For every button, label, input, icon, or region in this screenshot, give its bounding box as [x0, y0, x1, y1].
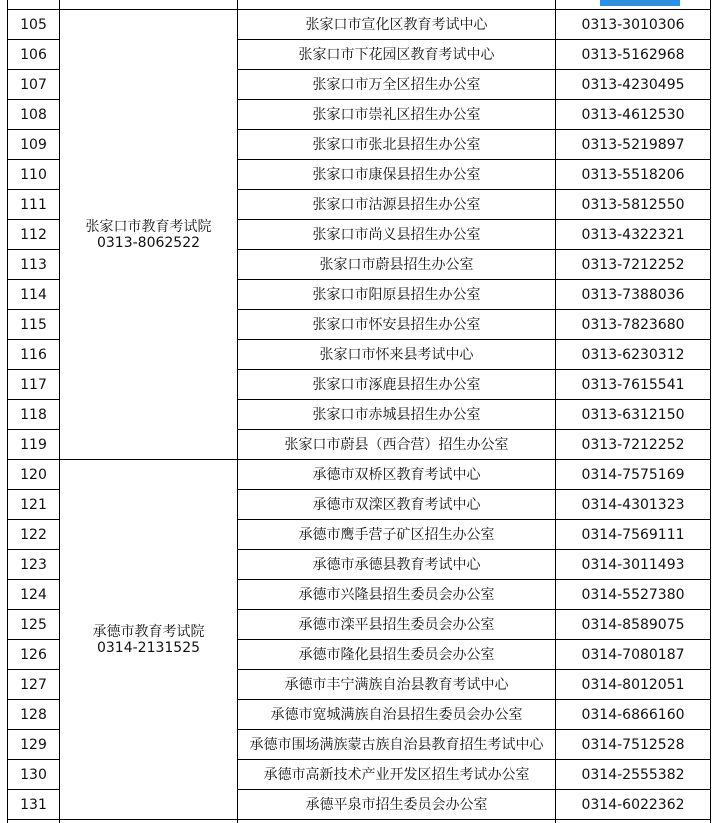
office-cell — [238, 820, 556, 823]
office-cell: 承德市双滦区教育考试中心 — [238, 490, 556, 520]
office-cell: 承德市双桥区教育考试中心 — [238, 460, 556, 490]
row-number-cell: 130 — [8, 760, 60, 790]
phone-cell: 0314-8589075 — [556, 610, 711, 640]
phone-cell: 0313-4612530 — [556, 100, 711, 130]
row-number-cell: 112 — [8, 220, 60, 250]
row-number-cell: 117 — [8, 370, 60, 400]
row-number-cell: 121 — [8, 490, 60, 520]
office-cell: 张家口市万全区招生办公室 — [238, 70, 556, 100]
office-cell: 张家口市宣化区教育考试中心 — [238, 10, 556, 40]
row-number-cell: 114 — [8, 280, 60, 310]
phone-cell: 0314-7569111 — [556, 520, 711, 550]
row-number-cell: 119 — [8, 430, 60, 460]
phone-cell: 0313-4322321 — [556, 220, 711, 250]
office-cell: 张家口市张北县招生办公室 — [238, 130, 556, 160]
row-number-cell: 123 — [8, 550, 60, 580]
phone-cell: 0314-2555382 — [556, 760, 711, 790]
phone-cell: 0313-7388036 — [556, 280, 711, 310]
office-cell: 张家口市崇礼区招生办公室 — [238, 100, 556, 130]
row-number-cell: 108 — [8, 100, 60, 130]
row-number-cell: 118 — [8, 400, 60, 430]
office-cell: 张家口市康保县招生办公室 — [238, 160, 556, 190]
phone-cell: 0314-7512528 — [556, 730, 711, 760]
office-cell: 承德市丰宁满族自治县教育考试中心 — [238, 670, 556, 700]
row-number-cell: 124 — [8, 580, 60, 610]
row-number-cell: 126 — [8, 640, 60, 670]
office-cell: 承德市兴隆县招生委员会办公室 — [238, 580, 556, 610]
table-row-cutoff — [8, 820, 711, 823]
row-number-cell: 115 — [8, 310, 60, 340]
office-cell: 承德市鹰手营子矿区招生办公室 — [238, 520, 556, 550]
phone-cell: 0314-8012051 — [556, 670, 711, 700]
org-cell — [60, 0, 238, 10]
no-cell — [8, 820, 60, 823]
phone-cell: 0313-5812550 — [556, 190, 711, 220]
phone-cell: 0313-3010306 — [556, 10, 711, 40]
phone-cell: 0313-6230312 — [556, 340, 711, 370]
phone-cell: 0314-5527380 — [556, 580, 711, 610]
row-number-cell: 105 — [8, 10, 60, 40]
phone-cell: 0313-7212252 — [556, 250, 711, 280]
office-cell: 张家口市涿鹿县招生办公室 — [238, 370, 556, 400]
phone-cell: 0313-7615541 — [556, 370, 711, 400]
phone-cell: 0314-7575169 — [556, 460, 711, 490]
office-cell: 张家口市阳原县招生办公室 — [238, 280, 556, 310]
table-row-cutoff — [8, 0, 711, 10]
office-cell: 承德市围场满族蒙古族自治县教育招生考试中心 — [238, 730, 556, 760]
office-cell: 承德市高新技术产业开发区招生考试办公室 — [238, 760, 556, 790]
contact-table — [7, 0, 711, 823]
phone-cell: 0313-7212252 — [556, 430, 711, 460]
org-cell — [60, 820, 238, 823]
row-number-cell: 109 — [8, 130, 60, 160]
row-number-cell: 106 — [8, 40, 60, 70]
phone-cell: 0314-7080187 — [556, 640, 711, 670]
row-number-cell: 111 — [8, 190, 60, 220]
org-name: 张家口市教育考试院 — [85, 218, 212, 235]
row-number-cell: 116 — [8, 340, 60, 370]
phone-cell — [556, 0, 711, 10]
phone-cell: 0313-5518206 — [556, 160, 711, 190]
office-cell: 张家口市蔚县（西合营）招生办公室 — [238, 430, 556, 460]
row-number-cell: 127 — [8, 670, 60, 700]
office-cell: 张家口市尚义县招生办公室 — [238, 220, 556, 250]
office-cell: 承德市宽城满族自治县招生委员会办公室 — [238, 700, 556, 730]
phone-cell: 0313-4230495 — [556, 70, 711, 100]
office-cell: 张家口市沽源县招生办公室 — [238, 190, 556, 220]
table-row — [8, 460, 711, 490]
org-phone: 0313-8062522 — [96, 234, 201, 251]
phone-cell: 0313-5162968 — [556, 40, 711, 70]
row-number-cell: 120 — [8, 460, 60, 490]
table-row — [8, 10, 711, 40]
phone-cell: 0314-4301323 — [556, 490, 711, 520]
phone-cell: 0313-6312150 — [556, 400, 711, 430]
contact-table-body — [8, 0, 711, 823]
office-cell: 张家口市赤城县招生办公室 — [238, 400, 556, 430]
row-number-cell: 129 — [8, 730, 60, 760]
office-cell: 承德市隆化县招生委员会办公室 — [238, 640, 556, 670]
office-cell: 张家口市蔚县招生办公室 — [238, 250, 556, 280]
phone-cell: 0314-6022362 — [556, 790, 711, 820]
phone-cell: 0313-7823680 — [556, 310, 711, 340]
office-cell: 张家口市怀来县考试中心 — [238, 340, 556, 370]
row-number-cell: 113 — [8, 250, 60, 280]
office-cell: 承德市承德县教育考试中心 — [238, 550, 556, 580]
office-cell — [238, 0, 556, 10]
phone-cell: 0314-3011493 — [556, 550, 711, 580]
row-number-cell — [8, 0, 60, 10]
org-name: 承德市教育考试院 — [92, 623, 205, 640]
row-number-cell: 131 — [8, 790, 60, 820]
office-cell: 承德市滦平县招生委员会办公室 — [238, 610, 556, 640]
phone-cell: 0313-5219897 — [556, 130, 711, 160]
office-cell: 张家口市下花园区教育考试中心 — [238, 40, 556, 70]
org-cell — [60, 10, 238, 460]
office-cell: 承德平泉市招生委员会办公室 — [238, 790, 556, 820]
office-cell: 张家口市怀安县招生办公室 — [238, 310, 556, 340]
row-number-cell: 107 — [8, 70, 60, 100]
row-number-cell: 128 — [8, 700, 60, 730]
row-number-cell: 110 — [8, 160, 60, 190]
row-number-cell: 125 — [8, 610, 60, 640]
org-cell — [60, 460, 238, 820]
phone-cell — [556, 820, 711, 823]
row-number-cell: 122 — [8, 520, 60, 550]
phone-cell: 0314-6866160 — [556, 700, 711, 730]
org-phone: 0314-2131525 — [96, 639, 201, 656]
